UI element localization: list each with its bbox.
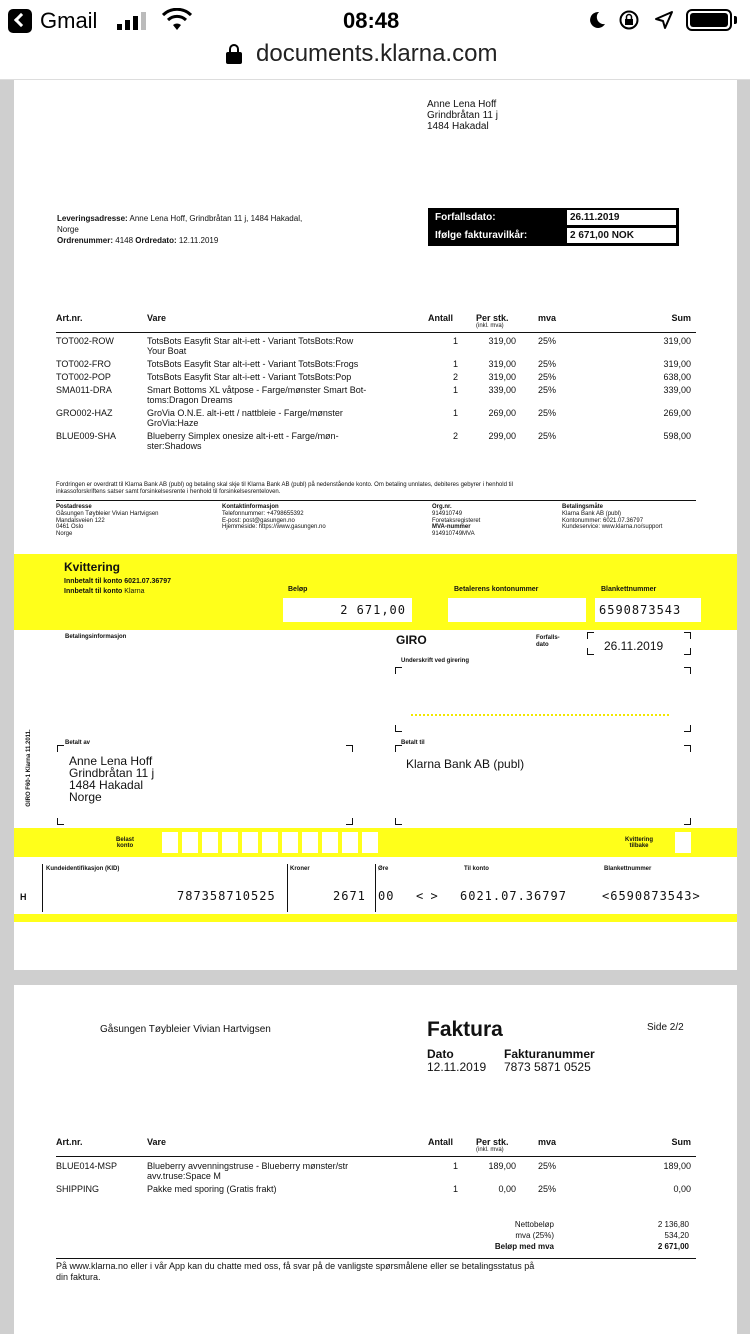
account-digit-box[interactable] xyxy=(242,832,258,853)
cell-art: BLUE014-MSP xyxy=(56,1161,118,1171)
col-art: Art.nr. xyxy=(56,313,83,323)
bottom-yellow-strip xyxy=(14,914,737,922)
account-digit-box[interactable] xyxy=(322,832,338,853)
fakturanr-label: Fakturanummer xyxy=(504,1047,595,1061)
dato-value: 12.11.2019 xyxy=(427,1060,487,1074)
fakturanr-value: 7873 5871 0525 xyxy=(504,1060,591,1074)
cell-per: 0,00 xyxy=(498,1184,516,1194)
footer-line: 914910749 xyxy=(432,510,463,517)
belop-label: Beløp xyxy=(288,586,308,593)
battery-icon xyxy=(686,9,738,31)
col-art: Art.nr. xyxy=(56,1137,83,1147)
cell-antall: 1 xyxy=(452,1161,458,1171)
cell-art: TOT002-FRO xyxy=(56,359,111,369)
col-antall: Antall xyxy=(428,313,454,323)
order-label: Ordrenummer: xyxy=(57,236,114,245)
cell-vare-line: TotsBots Easyfit Star alt-i-ett - Variant TotsBots:Row xyxy=(147,336,354,346)
ore-label: Øre xyxy=(378,866,389,872)
mva-total-value: 534,20 xyxy=(664,1231,689,1240)
blankett-field[interactable] xyxy=(595,598,701,622)
cell-vare xyxy=(147,431,417,451)
kt-1: Kvittering xyxy=(625,837,654,843)
corner-mark xyxy=(395,725,402,732)
cell-per: 339,00 xyxy=(488,385,516,395)
betalt-av-label: Betalt av xyxy=(65,740,91,746)
due-value: 26.11.2019 xyxy=(567,210,676,225)
col-sum: Sum xyxy=(671,313,691,323)
corner-mark xyxy=(395,745,402,752)
footer-line: Hjemmeside: https://www.gasungen.no xyxy=(222,524,326,531)
blankettnr-value: <6590873543> xyxy=(602,889,701,903)
divider xyxy=(287,864,288,912)
signature-line xyxy=(411,714,669,716)
divider xyxy=(42,864,43,912)
cell-mva: 25% xyxy=(538,385,557,395)
footer-title: Postadresse xyxy=(56,504,92,510)
kid-value: 787358710525 xyxy=(177,889,276,903)
belop-value: 2 671,00 xyxy=(340,603,406,617)
legal-text xyxy=(56,482,696,501)
corner-mark xyxy=(57,745,64,752)
cell-sum: 0,00 xyxy=(673,1184,691,1194)
account-digit-box[interactable] xyxy=(262,832,278,853)
location-icon xyxy=(654,10,674,35)
cell-antall: 2 xyxy=(452,431,458,441)
corner-mark xyxy=(395,667,402,674)
payer-line: Norge xyxy=(69,790,102,804)
h-mark: H xyxy=(20,892,27,902)
rotation-lock-icon xyxy=(618,9,640,36)
corner-mark xyxy=(395,818,402,825)
cell-antall: 2 xyxy=(452,372,458,382)
url-bar[interactable] xyxy=(0,40,750,80)
payer-line: Anne Lena Hoff xyxy=(69,754,153,768)
total-label: Beløp med mva xyxy=(494,1242,554,1251)
address-line: 1484 Hakadal xyxy=(427,121,489,132)
kroner-value: 2671 xyxy=(333,889,366,903)
payer-line: Grindbråtan 11 j xyxy=(69,766,155,780)
corner-mark xyxy=(684,745,691,752)
cell-antall: 1 xyxy=(452,359,458,369)
note-line: På www.klarna.no eller i vår App kan du chatte med oss, få svar på de vanligste spørsmålene eller se betalingsstatus på xyxy=(56,1261,535,1271)
legal-line: Fordringen er overdratt til Klarna Bank AB (publ) og betaling skal skje til Klarna Bank AB (publ) på nedenstående konto. Om betaling unnlates, debiteres gebyrer i henhold til xyxy=(56,482,513,488)
footer-line: Mandalsveien 122 xyxy=(56,517,105,524)
account-digit-box[interactable] xyxy=(342,832,358,853)
corner-mark xyxy=(57,818,64,825)
col-per-sub: (inkl. mva) xyxy=(476,323,504,329)
giro-side-text: GIRO F60-1 Klarna 11.2011. xyxy=(26,729,32,807)
divider xyxy=(375,864,376,912)
footer-pay xyxy=(562,504,662,531)
cell-vare-line: Smart Bottoms XL våtpose - Farge/mønster Smart Bot- xyxy=(147,385,367,395)
totals xyxy=(434,1219,689,1252)
cell-per: 319,00 xyxy=(488,359,516,369)
terms-value: 2 671,00 NOK xyxy=(567,228,676,243)
cell-vare-line: GroVia O.N.E. alt-i-ett / nattbleie - Farge/mønster xyxy=(147,408,343,418)
cell-mva: 25% xyxy=(538,408,557,418)
cell-vare xyxy=(147,336,417,356)
kid-row xyxy=(14,862,737,917)
giro-receipt-band xyxy=(14,554,737,630)
col-vare: Vare xyxy=(147,313,167,323)
cell-art: TOT002-POP xyxy=(56,372,111,382)
giro-title: GIRO xyxy=(396,633,427,647)
corner-mark xyxy=(684,818,691,825)
col-antall: Antall xyxy=(428,1137,454,1147)
col-per: Per stk. xyxy=(476,313,509,323)
netto-value: 2 136,80 xyxy=(657,1220,689,1229)
cell-vare-line: Blueberry Simplex onesize alt-i-ett - Farge/møn- xyxy=(147,431,339,441)
netto-label: Nettobeløp xyxy=(514,1220,554,1229)
account-digit-box[interactable] xyxy=(162,832,178,853)
footer-line: 0461 Oslo xyxy=(56,524,84,531)
recipient-address xyxy=(427,99,498,132)
belast-1: Belast xyxy=(116,837,135,843)
cell-vare xyxy=(147,1184,417,1194)
cell-mva: 25% xyxy=(538,1161,557,1171)
cell-vare-line: GroVia:Haze xyxy=(147,418,199,428)
footer-contact xyxy=(222,504,326,531)
cell-vare-line: TotsBots Easyfit Star alt-i-ett - Variant TotsBots:Pop xyxy=(147,372,352,382)
account-digit-box[interactable] xyxy=(302,832,318,853)
blankett-label: Blankettnummer xyxy=(601,586,657,593)
orderdate-label: Ordredato: xyxy=(135,236,177,245)
betalers-label: Betalerens kontonummer xyxy=(454,586,539,593)
tilkonto-label: Til konto xyxy=(464,866,489,872)
cell-sum: 638,00 xyxy=(663,372,691,382)
cell-vare-line: toms:Dragon Dreams xyxy=(147,395,233,405)
klarna-note xyxy=(56,1261,696,1283)
footer-title: Org.nr. xyxy=(432,504,452,510)
account-digit-box[interactable] xyxy=(222,832,238,853)
cell-vare xyxy=(147,385,417,405)
forfalls-label xyxy=(536,635,560,649)
footer-line: Foretaksregisteret xyxy=(432,517,481,524)
cell-mva: 25% xyxy=(538,336,557,346)
arrows: < > xyxy=(416,889,438,903)
col-sum: Sum xyxy=(671,1137,691,1147)
cell-art: BLUE009-SHA xyxy=(56,431,117,441)
cell-vare-line: Blueberry avvenningstruse - Blueberry mønster/str xyxy=(147,1161,349,1171)
address-line: Grindbråtan 11 j xyxy=(427,110,498,121)
cell-antall: 1 xyxy=(452,336,458,346)
corner-mark xyxy=(684,632,691,639)
back-button[interactable] xyxy=(8,9,32,33)
cell-vare-line: ster:Shadows xyxy=(147,441,202,451)
due-box xyxy=(428,208,679,246)
corner-mark xyxy=(684,667,691,674)
payee-name: Klarna Bank AB (publ) xyxy=(406,757,525,771)
invoice-title: Faktura xyxy=(427,1018,503,1041)
corner-mark xyxy=(346,818,353,825)
kid-label: Kundeidentifikasjon (KID) xyxy=(46,866,120,872)
account-digit-box[interactable] xyxy=(362,832,378,853)
cell-vare xyxy=(147,408,417,428)
cell-per: 269,00 xyxy=(488,408,516,418)
blankett-value: 6590873543 xyxy=(599,603,682,617)
legal-line: inkassoforskriftens satser samt forsinkelsesrente i henhold til forsinkelsesrenteloven. xyxy=(56,489,281,495)
col-mva: mva xyxy=(538,313,557,323)
col-per: Per stk. xyxy=(476,1137,509,1147)
address-line: Anne Lena Hoff xyxy=(427,99,497,110)
cell-vare-line: Your Boat xyxy=(147,346,187,356)
footer-line: Telefonnummer: +4798655392 xyxy=(222,510,304,517)
back-app-label: Gmail xyxy=(40,8,98,33)
footer-line: Norge xyxy=(56,531,73,538)
innbetalt-line-2 xyxy=(64,588,145,595)
innbetalt-line: Innbetalt til konto 6021.07.36797 xyxy=(64,578,171,585)
footer-org xyxy=(432,504,480,538)
page-number: Side 2/2 xyxy=(647,1022,684,1033)
cell-art: SMA011-DRA xyxy=(56,385,112,395)
cell-mva: 25% xyxy=(538,431,557,441)
kvittering-tilbake-box[interactable] xyxy=(675,832,691,853)
dato-label: Dato xyxy=(427,1047,454,1061)
table-header xyxy=(56,313,696,333)
innbetalt2-value: Klarna xyxy=(124,588,145,595)
invoice-page-1 xyxy=(14,80,737,970)
cell-antall: 1 xyxy=(452,408,458,418)
cell-art: TOT002-ROW xyxy=(56,336,114,346)
payer-address xyxy=(69,755,154,803)
account-digit-box[interactable] xyxy=(282,832,298,853)
cell-antall: 1 xyxy=(452,1184,458,1194)
clock: 08:48 xyxy=(343,8,400,33)
signal-icon xyxy=(117,12,149,30)
corner-mark xyxy=(346,745,353,752)
cell-per: 319,00 xyxy=(488,372,516,382)
orderdate-value: 12.11.2019 xyxy=(178,236,219,245)
ore-value: 00 xyxy=(378,889,395,903)
belast-label xyxy=(116,837,134,849)
footer-line: 914910749MVA xyxy=(432,531,475,538)
order-value: 4148 xyxy=(115,236,134,245)
cell-vare-line: TotsBots Easyfit Star alt-i-ett - Variant TotsBots:Frogs xyxy=(147,359,359,369)
cell-vare xyxy=(147,372,417,382)
table-header-2 xyxy=(56,1137,696,1157)
footer-title: Kontaktinformasjon xyxy=(222,504,279,510)
cell-per: 299,00 xyxy=(488,431,516,441)
cell-per: 319,00 xyxy=(488,336,516,346)
underskrift-label: Underskrift ved girering xyxy=(401,658,470,664)
tilkonto-value: 6021.07.36797 xyxy=(460,889,567,903)
lock-icon xyxy=(226,44,242,64)
delivery-value: Anne Lena Hoff, Grindbråtan 11 j, 1484 Hakadal, xyxy=(129,214,303,223)
cell-sum: 269,00 xyxy=(663,408,691,418)
account-digit-box[interactable] xyxy=(182,832,198,853)
status-bar xyxy=(0,0,750,40)
invoice-page-2 xyxy=(14,985,737,1334)
total-rule xyxy=(56,1258,696,1259)
delivery-label: Leveringsadresse: xyxy=(57,214,128,223)
cell-vare xyxy=(147,1161,417,1181)
cell-vare xyxy=(147,359,417,369)
delivery-value-2: Norge xyxy=(57,225,79,234)
innbetalt2-label: Innbetalt til konto xyxy=(64,588,123,595)
forfalls-label-1: Forfalls- xyxy=(536,635,560,641)
moon-icon xyxy=(587,10,607,35)
corner-mark xyxy=(587,648,594,655)
footer-line: Gåsungen Tøybleier Vivian Hartvigsen xyxy=(56,510,159,517)
cell-art: GRO002-HAZ xyxy=(56,408,113,418)
kvittering-tilbake-label xyxy=(625,837,653,849)
cell-art: SHIPPING xyxy=(56,1184,100,1194)
note-line: din faktura. xyxy=(56,1272,101,1282)
mva-total-label: mva (25%) xyxy=(515,1231,554,1240)
belop-field[interactable] xyxy=(283,598,412,622)
cell-mva: 25% xyxy=(538,1184,557,1194)
wifi-icon xyxy=(162,8,192,38)
delivery-info xyxy=(57,213,302,246)
corner-mark xyxy=(684,648,691,655)
belast-band xyxy=(14,828,737,857)
kvittering-title: Kvittering xyxy=(64,560,121,574)
footer-title: Betalingsmåte xyxy=(562,504,604,510)
footer-line: Klarna Bank AB (publ) xyxy=(562,510,622,517)
due-label: Forfallsdato: xyxy=(435,212,496,223)
cell-mva: 25% xyxy=(538,372,557,382)
blankettnr-label: Blankettnummer xyxy=(604,866,652,872)
corner-mark xyxy=(684,725,691,732)
col-mva: mva xyxy=(538,1137,557,1147)
forfalls-label-2: dato xyxy=(536,642,549,648)
cell-vare-line: avv.truse:Space M xyxy=(147,1171,221,1181)
betalt-til-label: Betalt til xyxy=(401,740,425,746)
total-value: 2 671,00 xyxy=(657,1242,689,1251)
corner-mark xyxy=(587,632,594,639)
col-vare: Vare xyxy=(147,1137,167,1147)
kroner-label: Kroner xyxy=(290,866,310,872)
cell-antall: 1 xyxy=(452,385,458,395)
belast-2: konto xyxy=(116,843,134,849)
betalers-field[interactable] xyxy=(448,598,586,622)
footer-title: MVA-nummer xyxy=(432,524,471,531)
footer-line: Kontonummer: 6021.07.36797 xyxy=(562,517,644,524)
cell-sum: 319,00 xyxy=(663,336,691,346)
cell-sum: 339,00 xyxy=(663,385,691,395)
terms-label: Ifølge fakturavilkår: xyxy=(435,230,528,241)
footer-post xyxy=(56,504,159,538)
footer-line: Kundeservice: www.klarna.no/support xyxy=(562,524,663,531)
betalingsinfo-label: Betalingsinformasjon xyxy=(65,634,127,640)
url-text: documents.klarna.com xyxy=(256,40,498,67)
footer-line: E-post: post@gasungen.no xyxy=(222,517,295,524)
forfalls-value: 26.11.2019 xyxy=(604,639,664,653)
seller-name: Gåsungen Tøybleier Vivian Hartvigsen xyxy=(100,1024,271,1035)
cell-mva: 25% xyxy=(538,359,557,369)
cell-sum: 319,00 xyxy=(663,359,691,369)
payer-line: 1484 Hakadal xyxy=(69,778,144,792)
cell-per: 189,00 xyxy=(488,1161,516,1171)
chevron-left-icon xyxy=(14,13,28,27)
cell-vare-line: Pakke med sporing (Gratis frakt) xyxy=(147,1184,277,1194)
kt-2: tilbake xyxy=(629,843,649,849)
cell-sum: 598,00 xyxy=(663,431,691,441)
account-digit-box[interactable] xyxy=(202,832,218,853)
cell-sum: 189,00 xyxy=(663,1161,691,1171)
col-per-sub: (inkl. mva) xyxy=(476,1147,504,1153)
